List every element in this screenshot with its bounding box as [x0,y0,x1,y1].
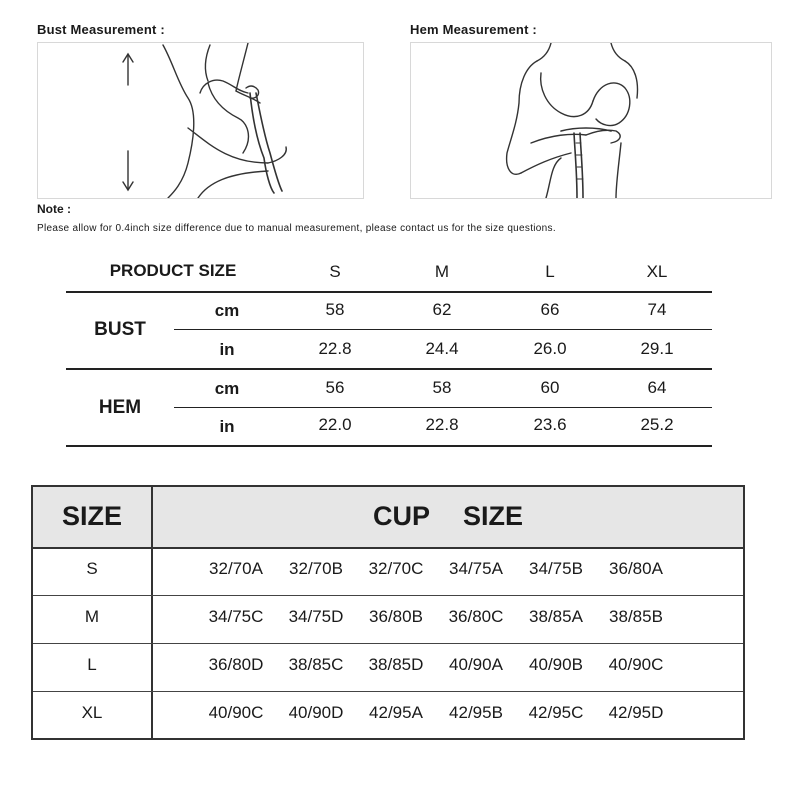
cup-table-cup-header: CUP SIZE [372,501,524,531]
bust-cm-xl: 74 [647,300,667,319]
cup-size-cell: 34/75B [529,559,583,578]
cup-table-size-header: SIZE [61,501,122,531]
hem-measurement-title: Hem Measurement : [410,22,537,37]
hem-cm-l: 60 [540,378,560,397]
cup-size-cell: 34/75A [449,559,503,578]
cup-size-cell: 38/85C [288,655,344,674]
cup-row-divider [33,691,743,692]
hem-group-label: HEM [98,397,142,418]
cup-size-cell: 36/80D [208,655,264,674]
hem-cm-xl: 64 [647,378,667,397]
cup-size-cell: 32/70C [368,559,424,578]
hem-in-m: 22.8 [425,415,459,434]
cup-row-size-label: S [86,559,98,578]
hem-in-xl: 25.2 [640,415,674,434]
note-text: Please allow for 0.4inch size difference due to manual measurement, please contact us for the size questions. [37,223,556,234]
bust-in-l: 26.0 [533,339,567,358]
size-header-s: S [329,262,341,281]
cup-size-cell: 34/75C [208,607,264,626]
table-rule-middle [66,368,712,370]
bust-cm-l: 66 [540,300,560,319]
cup-size-cell: 36/80B [369,607,423,626]
cup-size-cell: 38/85A [529,607,583,626]
cup-size-table [31,485,745,740]
hem-figure-drawing [411,43,771,198]
cup-row-size-label: XL [81,703,103,722]
bust-measurement-illustration [37,42,364,199]
bust-figure-drawing [38,43,363,198]
bust-measurement-title: Bust Measurement : [37,22,165,37]
cup-size-cell: 42/95B [449,703,503,722]
cup-size-cell: 40/90A [449,655,503,674]
cup-size-cell: 42/95C [528,703,584,722]
cup-size-cell: 40/90D [288,703,344,722]
cup-size-cell: 32/70B [289,559,343,578]
table-rule-top [66,291,712,293]
size-header-m: M [434,262,450,281]
hem-measurement-illustration [410,42,772,199]
cup-size-cell: 38/85D [368,655,424,674]
cup-size-cell: 42/95A [369,703,423,722]
bust-in-unit: in [219,340,235,359]
hem-cm-m: 58 [432,378,452,397]
cup-row-size-label: M [84,607,100,626]
size-header-xl: XL [646,262,668,281]
cup-size-cell: 32/70A [209,559,263,578]
hem-in-s: 22.0 [318,415,352,434]
cup-size-cell: 40/90C [208,703,264,722]
cup-row-size-label: L [87,655,97,674]
product-size-header: PRODUCT SIZE [109,261,237,280]
bust-cm-m: 62 [432,300,452,319]
cup-size-cell: 38/85B [609,607,663,626]
bust-in-m: 24.4 [425,339,459,358]
table-rule-bottom [66,445,712,447]
bust-cm-unit: cm [214,301,240,320]
hem-cm-s: 56 [325,378,345,397]
bust-group-label: BUST [94,319,146,340]
size-header-l: L [545,262,555,281]
hem-cm-unit: cm [214,379,240,398]
cup-size-cell: 36/80A [609,559,663,578]
cup-size-cell: 40/90C [608,655,664,674]
bust-cm-s: 58 [325,300,345,319]
cup-size-cell: 42/95D [608,703,664,722]
hem-in-unit: in [219,417,235,436]
bust-in-s: 22.8 [318,339,352,358]
cup-row-divider [33,643,743,644]
bust-in-xl: 29.1 [640,339,674,358]
note-title: Note : [37,202,71,216]
cup-size-cell: 36/80C [448,607,504,626]
hem-in-l: 23.6 [533,415,567,434]
cup-row-divider [33,595,743,596]
bust-row-divider [174,329,712,330]
cup-size-cell: 34/75D [288,607,344,626]
cup-size-cell: 40/90B [529,655,583,674]
hem-row-divider [174,407,712,408]
